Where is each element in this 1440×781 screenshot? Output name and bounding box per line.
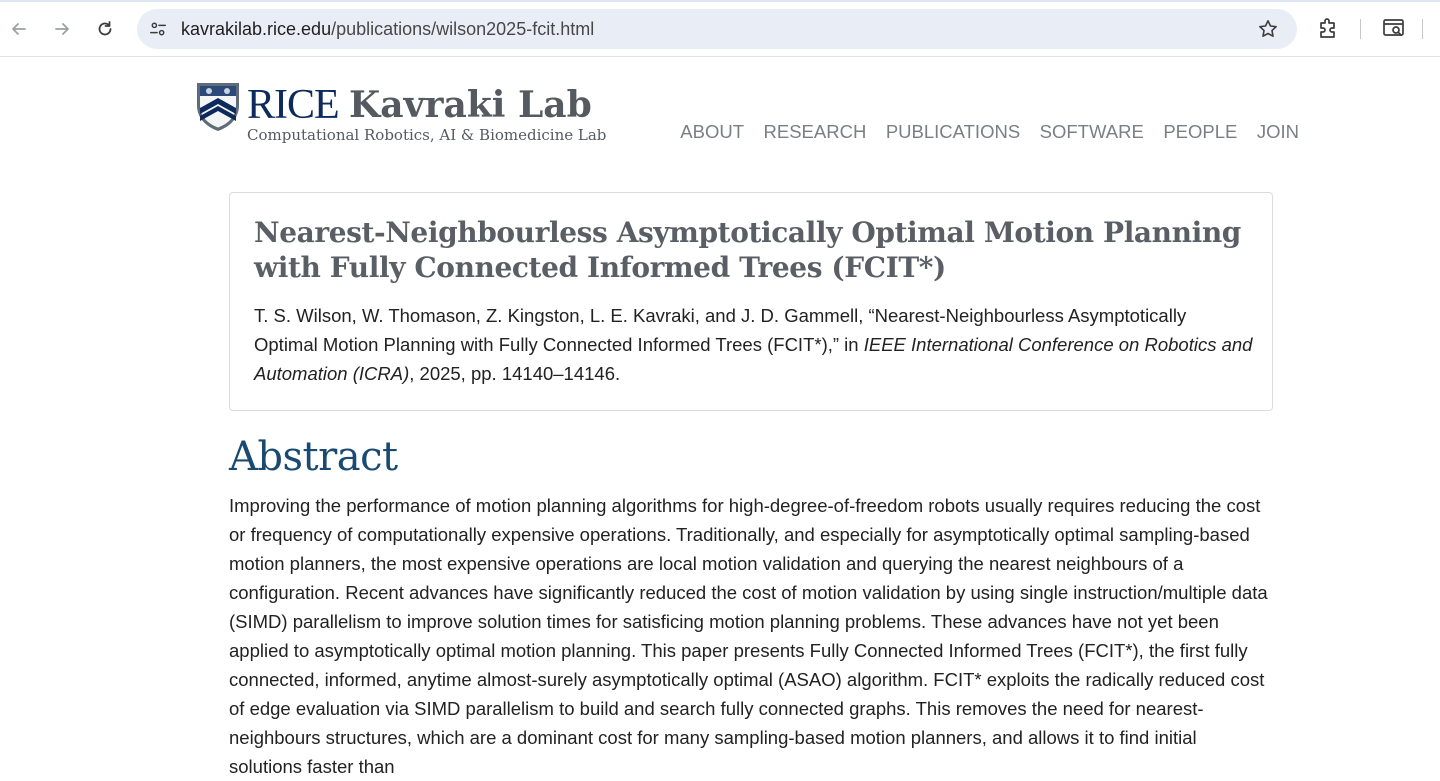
citation-authors-title: T. S. Wilson, W. Thomason, Z. Kingston, L. E. Kavraki, and J. D. Gammell, “Nearest-Neighbourless Asymptotically Optimal Motion Planning with Fully Connected Informed Trees (FCIT*),” in [254,305,1187,355]
abstract-text: Improving the performance of motion planning algorithms for high-degree-of-freedom robots usually requires reducing the cost or frequency of computationally expensive operations. Traditionally, and especially for asymptotically optimal sampling-based motion planners, the most expensive operations are local motion validation and querying the nearest neighbours of a configuration. Recent advances have significantly reduced the cost of motion validation by using single instruction/multiple data (SIMD) parallelism to improve solution times for satisficing motion planning problems. These advances have not yet been applied to asymptotically optimal motion planning. This paper presents Fully Connected Informed Trees (FCIT*), the first fully connected, informed, anytime almost-surely asymptotically optimal (ASAO) algorithm. FCIT* exploits the radically reduced cost of edge evaluation via SIMD parallelism to build and search fully connected graphs. This removes the need for nearest-neighbours structures, which are a dominant cost for many sampling-based motion planners, and allows it to find initial solutions faster than [229,495,1268,777]
url-path: /publications/wilson2025-fcit.html [331,19,595,39]
forward-button[interactable] [47,14,77,44]
extensions-icon[interactable] [1316,15,1342,41]
logo-rice-wordmark: RICE [247,82,339,128]
paper-title: Nearest-Neighbourless Asymptotically Optimal Motion Planning with Fully Connected Informed Trees (FCIT*) [254,216,1241,284]
citation-venue: IEEE International Conference on Robotics and Automation (ICRA) [254,334,1253,384]
toolbar-separator [1422,19,1423,39]
citation-card [229,192,1273,411]
reload-icon [95,19,115,39]
citation-year-pages: , 2025, pp. 14140–14146. [409,363,621,384]
nav-research[interactable]: RESEARCH [763,121,867,142]
nav-publications[interactable]: PUBLICATIONS [885,121,1021,142]
rice-shield-icon [195,80,241,132]
bookmark-star-icon[interactable] [1257,18,1279,40]
site-logo[interactable] [195,80,607,150]
nav-join[interactable]: JOIN [1256,121,1299,142]
site-info-icon[interactable] [147,18,169,40]
tab-strip-edge [0,0,1440,2]
paper-citation [254,301,1254,388]
forward-arrow-icon [52,19,72,39]
browser-toolbar [0,0,1440,57]
url-text[interactable] [181,19,594,40]
nav-software[interactable]: SOFTWARE [1039,121,1144,142]
site-navigation [661,121,1299,143]
reload-button[interactable] [90,14,120,44]
logo-lab-name: Kavraki Lab [349,84,592,126]
toolbar-separator [1360,19,1361,39]
address-bar[interactable] [137,9,1297,49]
search-tab-icon[interactable] [1381,15,1407,41]
nav-people[interactable]: PEOPLE [1163,121,1238,142]
url-host: kavrakilab.rice.edu [181,19,332,39]
nav-about[interactable]: ABOUT [680,121,745,142]
logo-subtitle: Computational Robotics, AI & Biomedicine Lab [247,126,607,144]
abstract-heading: Abstract [229,434,398,480]
back-button[interactable] [4,14,34,44]
back-arrow-icon [9,19,29,39]
